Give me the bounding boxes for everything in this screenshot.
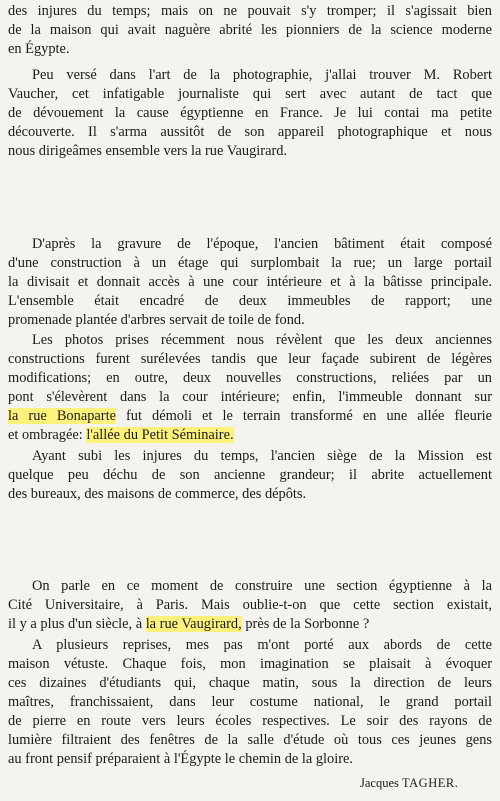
text-line: d'une construction à un étage qui surplombait la rue; un large portail (8, 255, 492, 271)
text-line: D'après la gravure de l'époque, l'ancien bâtiment était composé (32, 236, 492, 252)
highlighted-text: la rue Bonaparte (8, 408, 116, 424)
text-line: Peu versé dans l'art de la photographie, j'allai trouver M. Robert (32, 67, 492, 83)
text-line: modifications; en outre, deux nouvelles constructions, reliées par un (8, 370, 492, 386)
text-line: On parle en ce moment de construire une section égyptienne à la (32, 578, 492, 594)
text-span: il y a plus d'un siècle, à (8, 616, 146, 632)
text-line: A plusieurs reprises, mes pas m'ont porté aux abords de cette (32, 637, 492, 653)
text-line: Ayant subi les injures du temps, l'ancien siège de la Mission est (32, 448, 492, 464)
text-line: des bureaux, des maisons de commerce, des dépôts. (8, 486, 307, 502)
text-line (8, 407, 492, 426)
text-line: de la maison qui avait naguère abrité les pionniers de la science moderne (8, 22, 492, 38)
highlighted-text: l'allée du Petit Séminaire. (86, 427, 234, 443)
text-line: lumière filtraient des fenêtres de la salle d'étude où tous ces jeunes gens (8, 732, 492, 748)
text-line: Cité Universitaire, à Paris. Mais oublie-t-on que cette section existait, (8, 597, 492, 613)
text-line: Les photos prises récemment nous révèlent que les deux anciennes (32, 332, 492, 348)
text-line: de pierre en route vers leurs écoles respectives. Le soir des rayons de (8, 713, 492, 729)
text-line: de dévouement la cause égyptienne en France. Je lui contai ma petite (8, 105, 492, 121)
text-line: nous dirigeâmes ensemble vers la rue Vaugirard. (8, 143, 288, 159)
text-line (8, 615, 492, 634)
text-line (8, 426, 492, 445)
text-line: promenade plantée d'arbres servait de toile de fond. (8, 312, 305, 328)
text-line: maison vétuste. Chaque fois, mon imagination se plaisait à évoquer (8, 656, 492, 672)
text-span: et ombragée: (8, 427, 87, 443)
text-line: découverte. Il s'arma aussitôt de son appareil photographique et nous (8, 124, 492, 140)
highlighted-text: la rue Vaugirard, (145, 616, 242, 632)
text-line: quelque peu déchu de son ancienne grandeur; il abrite actuellement (8, 467, 492, 483)
text-line: en Égypte. (8, 41, 70, 57)
text-line: la divisait et donnait accès à une cour intérieure et à la bâtisse principale. (8, 274, 492, 290)
text-line: Vaucher, cet infatigable journaliste qui sert avec autant de tact que (8, 86, 492, 102)
text-line: pont s'élevèrent dans la cour intérieure; enfin, l'immeuble donnant sur (8, 389, 492, 405)
signature-first-name: Jacques (360, 776, 399, 790)
text-span: fut démoli et le terrain transformé en une allée fleurie (115, 408, 492, 424)
text-line: constructions furent surélevées tandis que leur façade subirent de légères (8, 351, 492, 367)
text-line: ces dizaines d'étudiants qui, chaque matin, sous la direction de leurs (8, 675, 492, 691)
author-signature (360, 776, 458, 791)
text-line: des injures du temps; mais on ne pouvait s'y tromper; il s'agissait bien (8, 3, 492, 19)
signature-last-name: TAGHER. (402, 776, 459, 790)
text-line: L'ensemble était encadré de deux immeubles de rapport; une (8, 293, 492, 309)
text-span: près de la Sorbonne ? (241, 616, 370, 632)
text-line: maîtres, franchissaient, dans leur costume national, le grand portail (8, 694, 492, 710)
text-line: au front pensif préparaient à l'Égypte le chemin de la gloire. (8, 751, 354, 767)
